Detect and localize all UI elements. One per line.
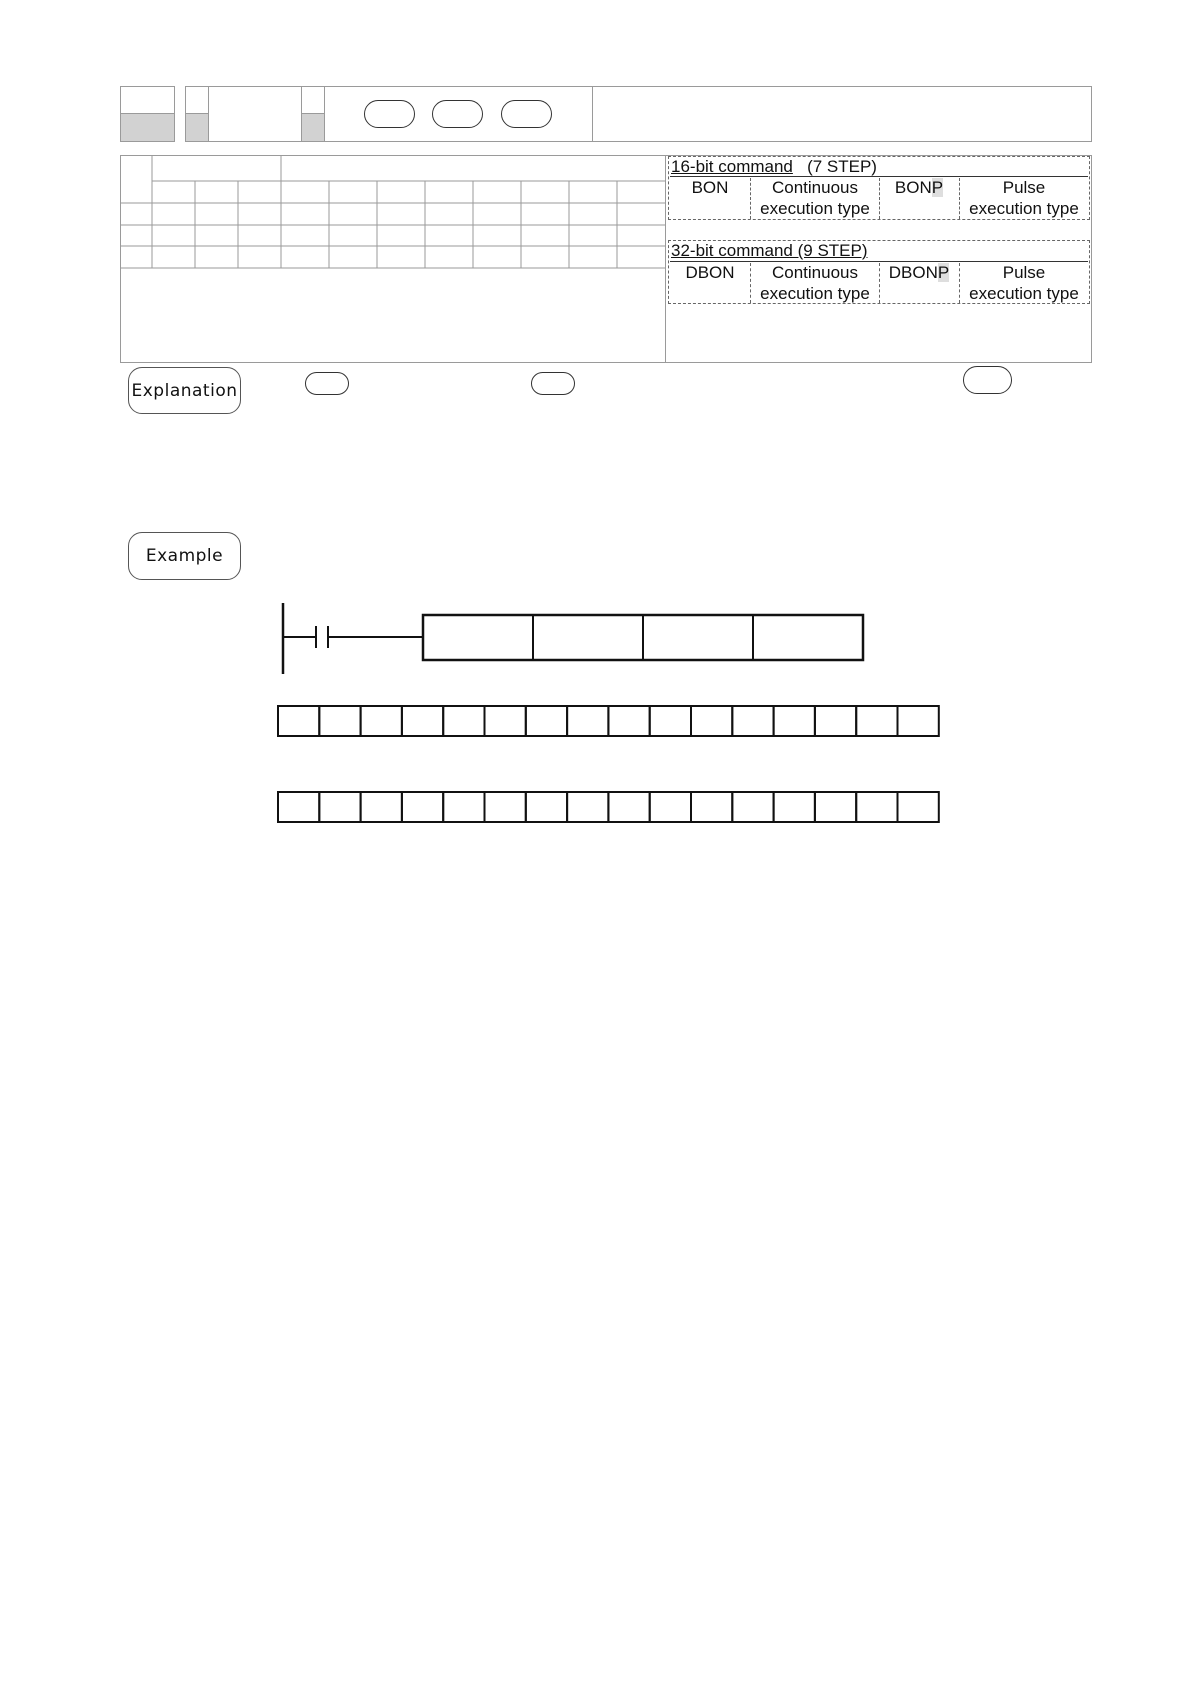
pulse-type-label-32 xyxy=(960,262,1088,304)
bonp-prefix: BON xyxy=(894,178,932,197)
bit-cell xyxy=(567,706,608,736)
dbonp-suffix: P xyxy=(937,263,950,282)
mnemonic-bon: BON xyxy=(691,178,729,197)
mnemonic-box xyxy=(185,86,593,142)
bit-cell xyxy=(278,792,319,822)
bit-register-1 xyxy=(278,706,939,736)
continuous-label-line2-32: execution type xyxy=(760,284,870,303)
command-32bit-sep2 xyxy=(879,263,880,303)
mnemonic-p-shade xyxy=(302,113,324,141)
bit-cell xyxy=(567,792,608,822)
instruction-box xyxy=(423,615,863,660)
bit-cell xyxy=(402,706,443,736)
bit-cell xyxy=(732,792,773,822)
bit-cell xyxy=(361,706,402,736)
continuous-label-line2: execution type xyxy=(760,199,870,218)
bit-cell xyxy=(691,706,732,736)
bit-cell xyxy=(319,706,360,736)
api-number-shade xyxy=(121,113,174,141)
bonp-suffix: P xyxy=(931,178,944,197)
pulse-label-line2-32: execution type xyxy=(969,284,1079,303)
mnemonic-dbonp xyxy=(880,262,958,283)
operand-n-oval xyxy=(501,100,552,128)
bit-cell xyxy=(608,792,649,822)
explanation-operand-oval-2 xyxy=(531,372,575,395)
bit-cell xyxy=(856,792,897,822)
command-32bit-header: 32-bit command (9 STEP) xyxy=(671,241,868,260)
command-16bit-steps: (7 STEP) xyxy=(807,157,877,176)
command-16bit-label: 16-bit command xyxy=(671,157,793,176)
bit-cell xyxy=(278,706,319,736)
operand-area-divider xyxy=(665,155,666,363)
bit-cell xyxy=(650,706,691,736)
mnemonic-divider-3 xyxy=(324,87,325,141)
command-16bit-header xyxy=(671,156,877,177)
continuous-label-line1: Continuous xyxy=(771,178,858,197)
pulse-type-label-16 xyxy=(960,177,1088,219)
bit-cell xyxy=(898,706,939,736)
continuous-type-label-16 xyxy=(751,177,879,219)
operand-d-oval xyxy=(432,100,483,128)
bit-register-2 xyxy=(278,792,939,822)
bit-cell xyxy=(650,792,691,822)
command-16bit-sep2 xyxy=(879,178,880,219)
mnemonic-divider xyxy=(208,87,209,141)
bit-cell xyxy=(815,706,856,736)
bit-cell xyxy=(856,706,897,736)
pulse-label-line1: Pulse xyxy=(1002,178,1046,197)
function-box xyxy=(592,86,1092,142)
bit-cell xyxy=(485,706,526,736)
bit-cell xyxy=(774,706,815,736)
command-16bit-sep1 xyxy=(750,178,751,219)
bit-cell xyxy=(526,706,567,736)
explanation-operand-oval-3 xyxy=(963,366,1012,394)
command-16bit-sep3 xyxy=(959,178,960,219)
bit-cell xyxy=(443,706,484,736)
bit-cell xyxy=(898,792,939,822)
command-32bit-sep1 xyxy=(750,263,751,303)
bit-cell xyxy=(402,792,443,822)
bit-cell xyxy=(608,706,649,736)
example-tag: Example xyxy=(128,532,241,580)
mnemonic-dbon: DBON xyxy=(685,263,735,282)
api-number-box xyxy=(120,86,175,142)
command-32bit-sep3 xyxy=(959,263,960,303)
mnemonic-bonp xyxy=(880,177,958,198)
pulse-label-line1-32: Pulse xyxy=(1002,263,1046,282)
bit-cell xyxy=(485,792,526,822)
bit-cell xyxy=(691,792,732,822)
explanation-tag: Explanation xyxy=(128,367,241,414)
bit-cell xyxy=(732,706,773,736)
bit-cell xyxy=(815,792,856,822)
bit-cell xyxy=(526,792,567,822)
bit-cell xyxy=(774,792,815,822)
explanation-operand-oval-1 xyxy=(305,372,349,395)
mnemonic-d-shade xyxy=(186,113,208,141)
bit-cell xyxy=(443,792,484,822)
bit-cell xyxy=(319,792,360,822)
continuous-type-label-32 xyxy=(751,262,879,304)
pulse-label-line2: execution type xyxy=(969,199,1079,218)
dbonp-prefix: DBON xyxy=(888,263,938,282)
continuous-label-line1-32: Continuous xyxy=(771,263,858,282)
operand-s-oval xyxy=(364,100,415,128)
bit-cell xyxy=(361,792,402,822)
